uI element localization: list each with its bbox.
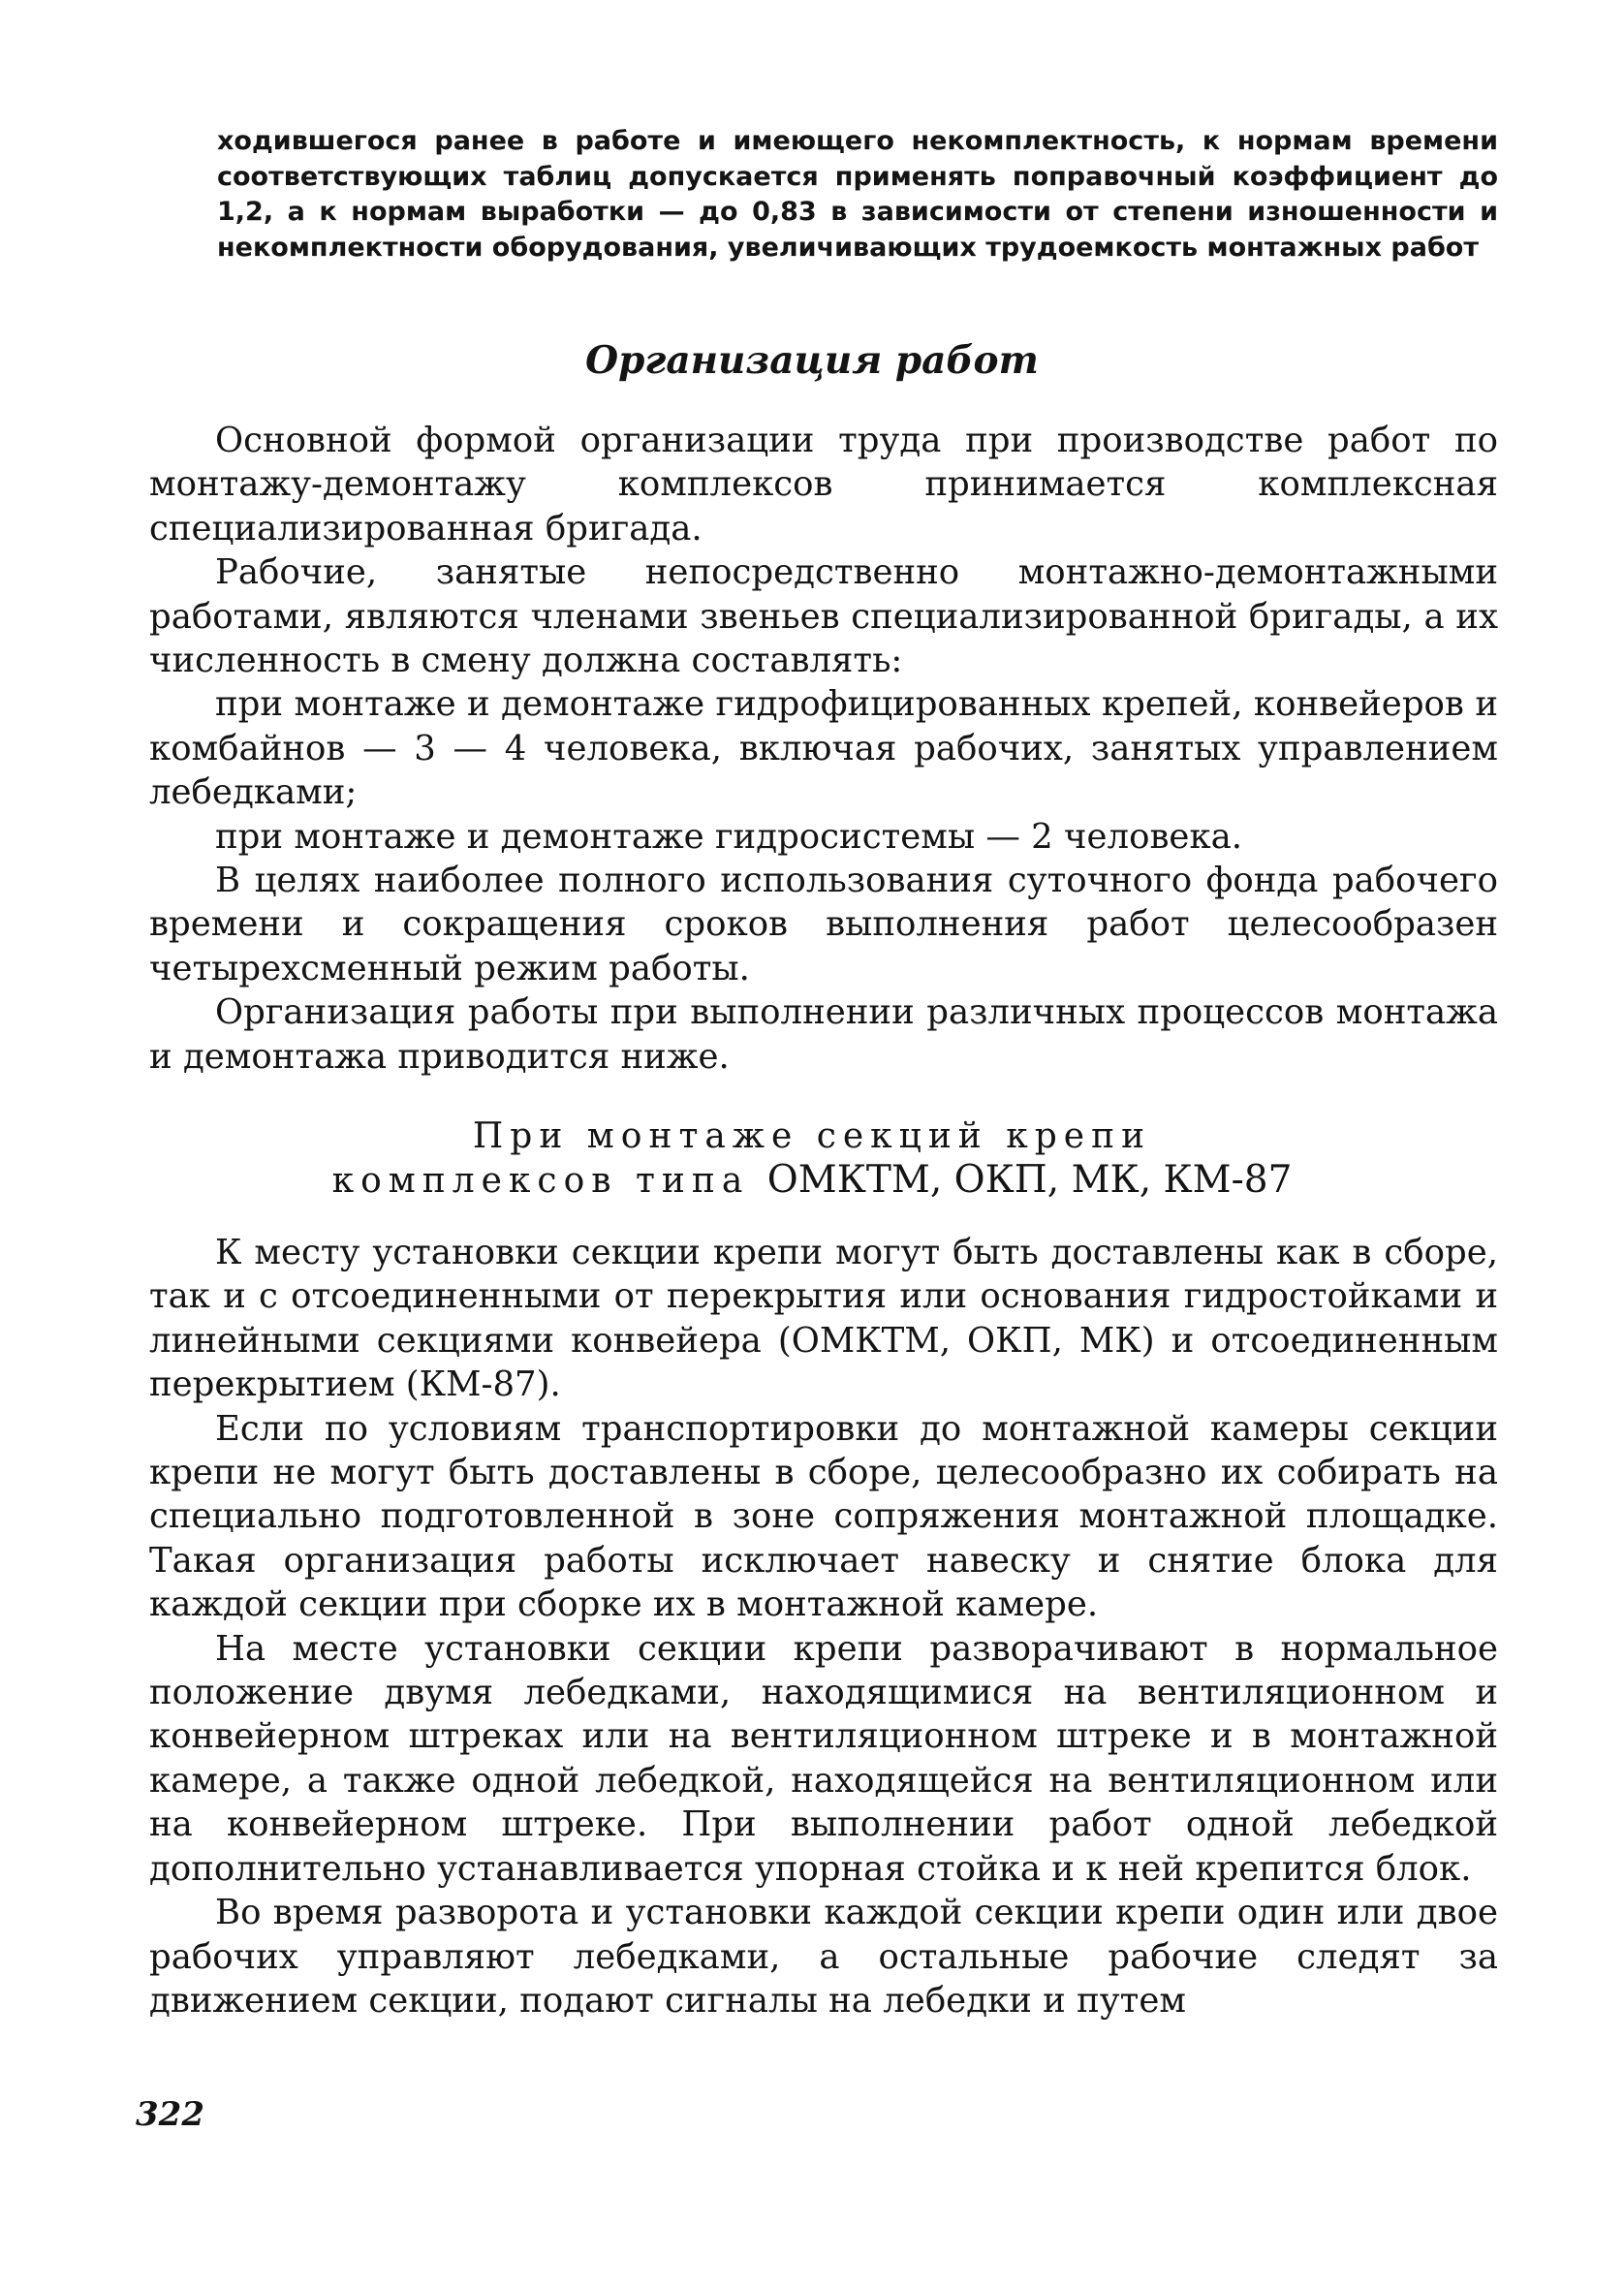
section-mounting-body: [149, 1231, 1498, 2022]
page-number: 322: [136, 2095, 204, 2134]
intro-paragraph: ходившегося ранее в работе и имеющего некомплектность, к нормам времени соответствующих таблиц допускается применять поправочный коэффициент до 1,2, а к нормам выработки — до 0,83 в зависимости от степени изношенности и некомплектности оборудования, увеличивающих трудоемкость монтажных работ: [217, 126, 1498, 263]
paragraph: Рабочие, занятые непосредственно монтажно-демонтажными работами, являются членами звеньев специализированной бригады, а их численность в смену должна составлять:: [149, 552, 1498, 681]
paragraph: при монтаже и демонтаже гидросистемы — 2 человека.: [215, 816, 1243, 857]
paragraph: Если по условиям транспортировки до монтажной камеры секции крепи не могут быть доставлены в сборе, целесообразно их собирать на специально подготовленной в зоне сопряжения монтажной площадке. Такая организация работы исключает навеску и снятие блока для каждой секции при сборке их в монтажной камере.: [149, 1408, 1498, 1625]
subsection-title-line1: При монтаже секций крепи: [472, 1116, 1152, 1156]
paragraph: Во время разворота и установки каждой секции крепи один или двое рабочих управляют лебедками, а остальные рабочие следят за движением секции, подают сигналы на лебедки и путем: [149, 1893, 1498, 2021]
paragraph: при монтаже и демонтаже гидрофицированных крепей, конвейеров и комбайнов — 3 — 4 человека, включая рабочих, занятых управлением лебедками;: [149, 684, 1498, 813]
paragraph: Организация работы при выполнении различных процессов монтажа и демонтажа приводится ниже.: [149, 992, 1498, 1077]
section-title-organization: Организация работ: [585, 338, 1039, 383]
subsection-title-line2: [0, 1158, 1624, 1203]
paragraph: На месте установки секции крепи разворачивают в нормальное положение двумя лебедками, находящимися на вентиляционном и конвейерном штреках или на вентиляционном штреке и в монтажной камере, а также одной лебедкой, находящейся на вентиляционном или на конвейерном штреке. При выполнении работ одной лебедкой дополнительно устанавливается упорная стойка и к ней крепится блок.: [149, 1628, 1498, 1889]
paragraph: Основной формой организации труда при производстве работ по монтажу-демонтажу комплексов принимается комплексная специализированная бригада.: [149, 421, 1498, 549]
subsection-title: [0, 1114, 1624, 1203]
subsection-title-prefix: комплексов типа: [331, 1161, 750, 1201]
subsection-title-models: ОМКТМ, ОКП, МК, КМ-87: [766, 1158, 1293, 1202]
paragraph: К месту установки секции крепи могут быть доставлены как в сборе, так и с отсоединенными от перекрытия или основания гидростойками и линейными секциями конвейера (ОМКТМ, ОКП, МК) и отсоединенным перекрытием (КМ-87).: [149, 1233, 1498, 1405]
section-organization-body: [149, 419, 1498, 1079]
paragraph: В целях наиболее полного использования суточного фонда рабочего времени и сокращения сроков выполнения работ целесообразен четырехсменный режим работы.: [149, 861, 1498, 988]
